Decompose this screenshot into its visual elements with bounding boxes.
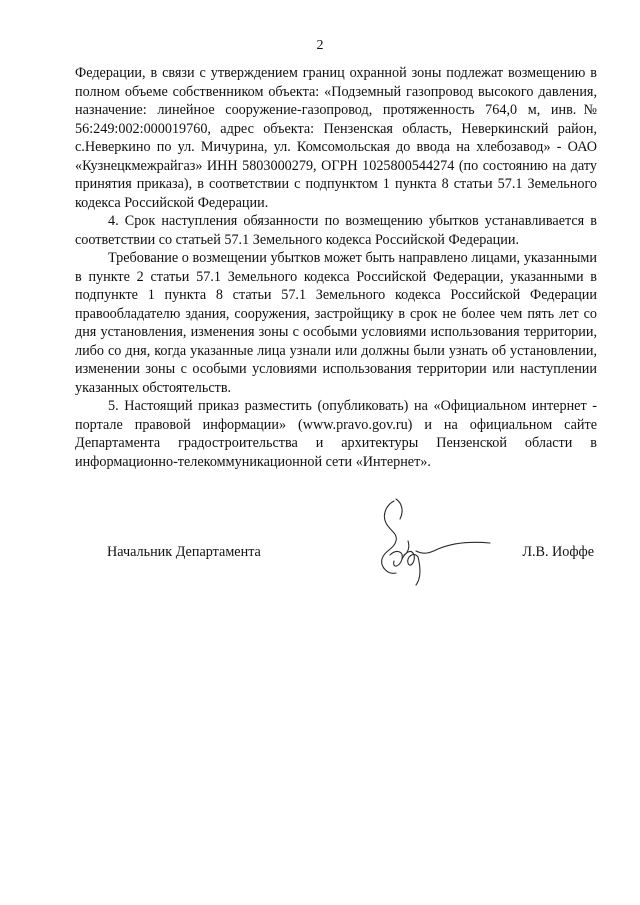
page-number: 2 bbox=[316, 38, 324, 53]
paragraph-damages-claim: Требование о возмещении убытков может быть направлено лицами, указанными в пункте 2 статьи 57.1 Земельного кодекса Российской Федерации, указанными в подпункте 1 пункта 8 статьи 57.1 Земельного кодекса Российской Федерации правообладателю здания, сооружения, застройщику в срок не более чем пять лет со дня установления, изменения зоны с особыми условиями использования территории, либо со дня, когда указанные лица узнали или должны были узнать об установлении, изменении зоны с особыми условиями использования территории или наступлении указанных обстоятельств. bbox=[75, 250, 597, 396]
paragraph-item-5: 5. Настоящий приказ разместить (опубликовать) на «Официальном интернет - портале правовой информации» (www.pravo.gov.ru) и на официальном сайте Департамента градостроительства и архитектуры Пензенской области в информационно-телекоммуникационной сети «Интернет». bbox=[75, 398, 597, 470]
document-body bbox=[75, 64, 597, 471]
handwritten-signature bbox=[372, 493, 494, 587]
signer-name: Л.В. Иоффе bbox=[522, 544, 594, 560]
signature-block bbox=[0, 543, 640, 567]
paragraph-continuation: Федерации, в связи с утверждением границ охранной зоны подлежат возмещению в полном объеме собственником объекта: «Подземный газопровод высокого давления, назначение: линейное сооружение-газопровод, протяженность 764,0 м, инв.№ 56:249:002:000019760, адрес объекта: Пензенская область, Неверкинский район, с.Неверкино по ул. Мичурина, ул. Комсомольская до ввода на хлебозавод» - ОАО «Кузнецкмежрайгаз» ИНН 5803000279, ОГРН 1025800544274 (по состоянию на дату принятия приказа), в соответствии с подпунктом 1 пункта 8 статьи 57.1 Земельного кодекса Российской Федерации. bbox=[75, 65, 597, 211]
paragraph-item-4: 4. Срок наступления обязанности по возмещению убытков устанавливается в соответствии со статьей 57.1 Земельного кодекса Российской Федерации. bbox=[75, 213, 597, 248]
signer-position: Начальник Департамента bbox=[107, 544, 261, 560]
